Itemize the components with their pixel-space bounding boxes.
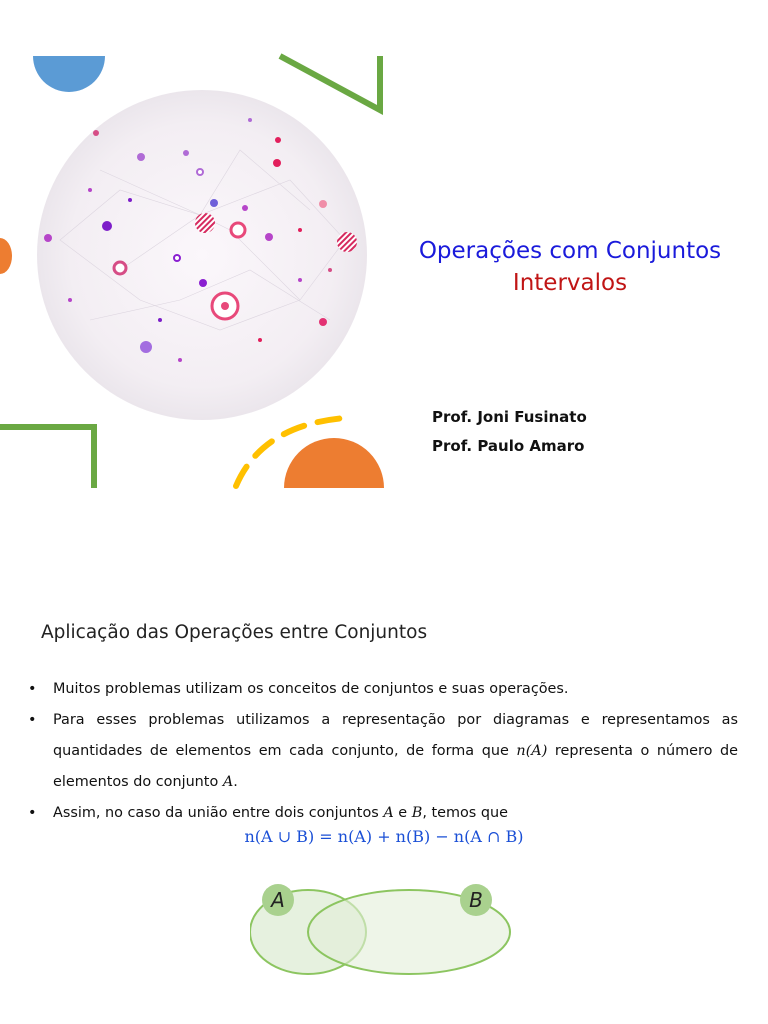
- bullet-text: Muitos problemas utilizam os conceitos de conjuntos e suas operações.: [53, 681, 569, 697]
- blue-half-circle: [33, 56, 105, 92]
- orange-half-circle-bottom: [284, 438, 384, 488]
- bullet-dot: •: [28, 681, 37, 697]
- math-expression: B: [411, 805, 423, 821]
- set-a-label: A: [271, 888, 285, 912]
- author-2: Prof. Paulo Amaro: [432, 437, 585, 455]
- bullet-item: [28, 705, 738, 798]
- bullet-text: Para esses problemas utilizamos a representação por diagramas e representamos as quantidades de elementos em cada conjunto, de forma que: [53, 712, 738, 759]
- bullet-item: [28, 798, 738, 829]
- bullet-text: representa o número de elementos do conjunto: [53, 743, 738, 790]
- bullet-text: e: [393, 805, 412, 821]
- bullet-text: Assim, no caso da união entre dois conjuntos: [53, 805, 384, 821]
- bullet-item: [28, 674, 738, 705]
- union-formula: n(A ∪ B) = n(A) + n(B) − n(A ∩ B): [244, 827, 524, 846]
- bullet-list: [28, 674, 738, 829]
- slide-title: Operações com Conjuntos: [418, 238, 722, 264]
- bullet-text: , temos que: [422, 805, 508, 821]
- author-1: Prof. Joni Fusinato: [432, 408, 587, 426]
- slide-subtitle: Intervalos: [512, 270, 628, 296]
- network-sphere-image: [37, 90, 367, 420]
- bullet-dot: •: [28, 712, 37, 728]
- bullet-dot: •: [28, 805, 37, 821]
- orange-half-circle-left: [0, 238, 12, 274]
- math-expression: n(A): [516, 743, 548, 759]
- green-corner-line-top: [280, 56, 380, 110]
- bullet-text: .: [233, 774, 238, 790]
- math-expression: A: [222, 774, 234, 790]
- math-expression: A: [383, 805, 394, 821]
- content-slide: [0, 512, 768, 1024]
- set-b-label: B: [469, 888, 483, 912]
- slide-heading: Aplicação das Operações entre Conjuntos: [41, 622, 428, 643]
- venn-diagram: [250, 880, 520, 980]
- green-corner-line-bottom: [0, 427, 94, 488]
